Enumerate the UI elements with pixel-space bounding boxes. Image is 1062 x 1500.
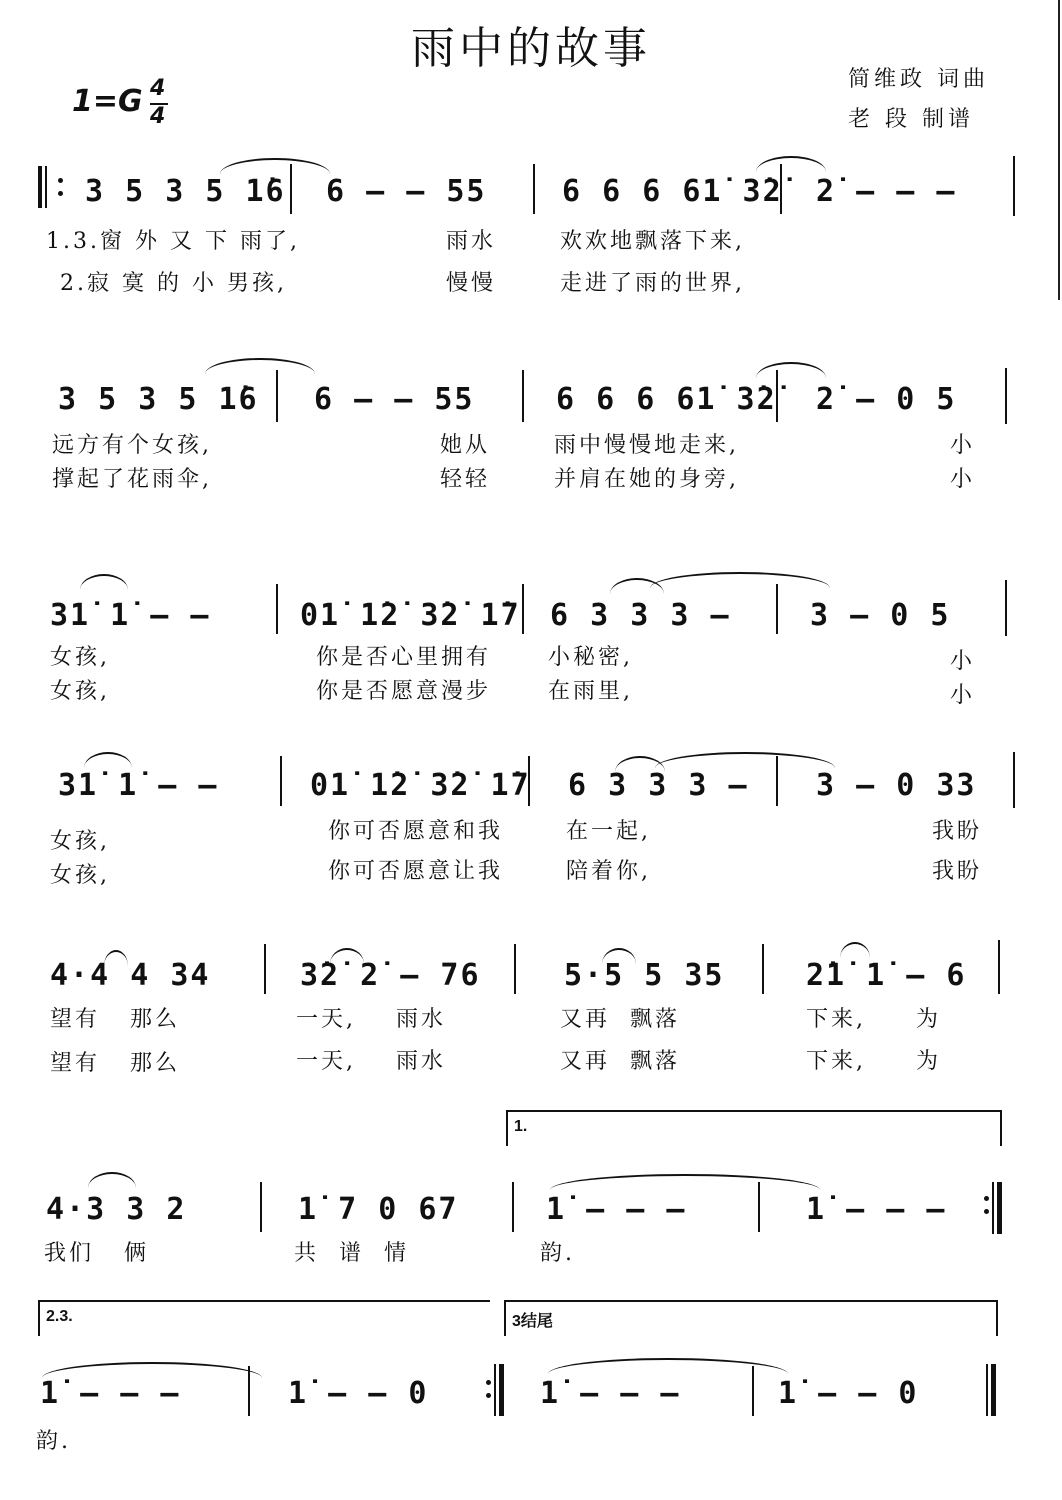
measure-notes: 4·3 3 2 xyxy=(46,1192,187,1227)
lyric-line-2: 在雨里, xyxy=(548,679,633,704)
lyric-line-1: 一天, 雨水 xyxy=(296,1007,446,1032)
staff-system-4 xyxy=(0,752,1062,912)
measure-notes: 1̇ — — 0 xyxy=(778,1376,919,1411)
measure-notes: 1̇ — — — xyxy=(546,1192,687,1227)
measure-notes: 3 5 3 5 1̇6 xyxy=(85,174,286,209)
lyric-line-2: 小 xyxy=(950,467,976,492)
lyric-line-1: 女孩, xyxy=(50,645,110,670)
measure-notes: 3 5 3 5 1̇6 xyxy=(58,382,259,417)
measure-notes: 3 — 0 5 xyxy=(810,598,951,633)
slur xyxy=(756,156,826,172)
slur xyxy=(756,362,826,378)
lyric-line-1: 共 谱 情 xyxy=(294,1241,409,1266)
slur xyxy=(550,1174,820,1190)
measure-notes: 6 6 6 61̇ 3̇2̇ xyxy=(556,382,777,417)
lyric-line-2: 我盼 xyxy=(932,859,983,884)
lyric-line-1: 又再 飘落 xyxy=(560,1007,680,1032)
barline xyxy=(762,944,764,994)
lyric-line-1: 韵. xyxy=(540,1241,575,1266)
barline xyxy=(260,1182,262,1232)
measure-notes: 3 — 0 33 xyxy=(816,768,977,803)
barline xyxy=(752,1366,754,1416)
measure-notes: 6 — — 55 xyxy=(326,174,487,209)
slur xyxy=(840,942,870,958)
slur xyxy=(84,752,132,768)
lyric-line-1: 女孩, xyxy=(50,829,110,854)
key-signature: 1=G xyxy=(72,84,143,119)
barline xyxy=(1005,580,1007,636)
second-third-ending-label: 2.3. xyxy=(46,1308,73,1325)
lyric-line-2: 一天, 雨水 xyxy=(296,1049,446,1074)
lyric-line-1: 1.3.窗 外 又 下 雨了, xyxy=(46,229,300,254)
measure-notes: 6 3 3 3 — xyxy=(550,598,731,633)
repeat-dots xyxy=(984,1188,992,1222)
barline xyxy=(512,1182,514,1232)
measure-notes: 3̇2̇ 2̇ — 76 xyxy=(300,958,481,993)
time-signature-top: 4 xyxy=(150,76,166,101)
lyric-line-2: 轻轻 xyxy=(440,467,491,492)
lyric-line-1: 远方有个女孩, xyxy=(52,433,212,458)
barline xyxy=(522,584,524,634)
coda-ending-label: 3结尾 xyxy=(512,1313,553,1330)
measure-notes: 01̇ 1̇2̇ 3̇2̇ 1̇7 xyxy=(310,768,531,803)
slur xyxy=(655,752,835,768)
barline xyxy=(776,756,778,806)
lyric-line-2: 又再 飘落 xyxy=(560,1049,680,1074)
lyric-line-2: 望有 那么 xyxy=(50,1051,180,1076)
slur xyxy=(88,1172,136,1188)
second-third-ending-bracket xyxy=(38,1300,490,1336)
barline xyxy=(1013,752,1015,808)
barline xyxy=(514,944,516,994)
measure-notes: 6 6 6 61̇ 3̇2̇ xyxy=(562,174,783,209)
barline xyxy=(276,370,278,422)
barline xyxy=(528,756,530,806)
staff-system-3 xyxy=(0,568,1062,728)
lyric-line-1: 欢欢地飘落下来, xyxy=(560,229,745,254)
lyric-line-2: 2.寂 寞 的 小 男孩, xyxy=(60,271,287,296)
staff-system-2 xyxy=(0,358,1062,518)
measure-notes: 5·5 5 35 xyxy=(564,958,725,993)
lyric-line-2: 小 xyxy=(950,683,976,708)
slur xyxy=(650,572,830,588)
staff-system-5 xyxy=(0,940,1062,1100)
barline xyxy=(998,940,1000,994)
measure-notes: 1̇ — — 0 xyxy=(288,1376,429,1411)
repeat-end-sign xyxy=(992,1182,1002,1234)
lyric-line-2: 慢慢 xyxy=(446,271,497,296)
lyric-line-1: 她从 xyxy=(440,433,491,458)
barline xyxy=(522,370,524,422)
lyric-line-1: 韵. xyxy=(36,1429,71,1454)
repeat-dots xyxy=(486,1372,494,1406)
barline xyxy=(533,164,535,214)
lyric-line-2: 并肩在她的身旁, xyxy=(554,467,739,492)
lyric-line-2: 你是否愿意漫步 xyxy=(316,679,492,704)
barline xyxy=(1005,368,1007,424)
staff-system-1 xyxy=(0,150,1062,310)
time-signature-bottom: 4 xyxy=(150,104,166,129)
measure-notes: 31̇ 1̇ — — xyxy=(58,768,219,803)
lyric-line-1: 雨中慢慢地走来, xyxy=(554,433,739,458)
lyric-line-1: 小秘密, xyxy=(548,645,633,670)
barline xyxy=(264,944,266,994)
lyric-line-1: 在一起, xyxy=(566,819,651,844)
lyric-line-2: 女孩, xyxy=(50,679,110,704)
lyric-line-2: 走进了雨的世界, xyxy=(560,271,745,296)
measure-notes: 6 — — 55 xyxy=(314,382,475,417)
barline xyxy=(290,164,292,214)
lyric-line-1: 雨水 xyxy=(446,229,497,254)
arranger-credit: 老 段 制谱 xyxy=(848,107,974,132)
measure-notes: 1̇ — — — xyxy=(806,1192,947,1227)
lyric-line-2: 撑起了花雨伞, xyxy=(52,467,212,492)
lyric-line-1: 小 xyxy=(950,433,976,458)
lyric-line-1: 望有 那么 xyxy=(50,1007,180,1032)
lyric-line-2: 女孩, xyxy=(50,863,110,888)
barline xyxy=(758,1182,760,1232)
coda-ending-bracket xyxy=(504,1300,998,1336)
repeat-end-sign xyxy=(494,1364,504,1416)
measure-notes: 6 3 3 3 — xyxy=(568,768,749,803)
slur xyxy=(205,358,315,374)
barline xyxy=(280,756,282,806)
measure-notes: 1̇ — — — xyxy=(40,1376,181,1411)
final-barline xyxy=(986,1364,996,1416)
barline xyxy=(780,164,782,214)
measure-notes: 4·4 4 34 xyxy=(50,958,211,993)
lyric-line-2: 你可否愿意让我 xyxy=(328,859,504,884)
barline xyxy=(1013,156,1015,216)
slur xyxy=(80,574,128,590)
barline xyxy=(248,1366,250,1416)
measure-notes: 1̇ — — — xyxy=(540,1376,681,1411)
measure-notes: 2̇ — 0 5 xyxy=(816,382,957,417)
first-ending-label: 1. xyxy=(514,1118,528,1135)
first-ending-bracket xyxy=(506,1110,1002,1146)
measure-notes: 31̇ 1̇ — — xyxy=(50,598,211,633)
lyric-line-1: 我盼 xyxy=(932,819,983,844)
lyric-line-1: 你是否心里拥有 xyxy=(316,645,492,670)
staff-system-7 xyxy=(0,1300,1062,1460)
lyric-line-1: 下来, 为 xyxy=(806,1007,941,1032)
lyric-line-2: 下来, 为 xyxy=(806,1049,941,1074)
staff-system-6 xyxy=(0,1110,1062,1270)
repeat-dots xyxy=(58,170,66,204)
lyric-line-1: 你可否愿意和我 xyxy=(328,819,504,844)
measure-notes: 01̇ 1̇2̇ 3̇2̇ 1̇7 xyxy=(300,598,521,633)
barline xyxy=(276,584,278,634)
measure-notes: 2̇ — — — xyxy=(816,174,957,209)
lyric-line-1: 小 xyxy=(950,649,976,674)
lyric-line-2: 陪着你, xyxy=(566,859,651,884)
lyrics-music-credit: 简维政 词曲 xyxy=(848,67,989,92)
repeat-start-sign xyxy=(38,166,52,208)
barline xyxy=(776,370,778,422)
barline xyxy=(776,584,778,634)
measure-notes: 2̇1̇ 1̇ — 6 xyxy=(806,958,967,993)
measure-notes: 1̇ 7 0 67 xyxy=(298,1192,459,1227)
song-title: 雨中的故事 xyxy=(411,23,651,74)
slur xyxy=(220,158,330,174)
lyric-line-1: 我们 俩 xyxy=(44,1241,149,1266)
